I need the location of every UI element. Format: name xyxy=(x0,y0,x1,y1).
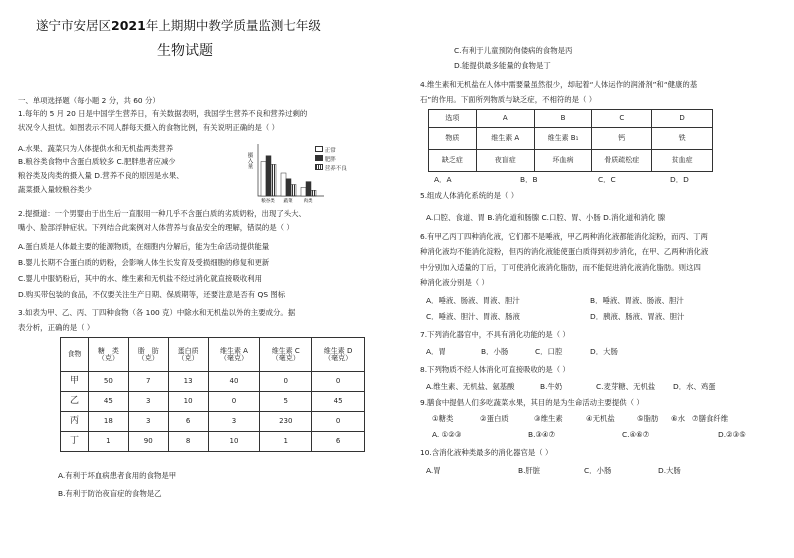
legend-obese xyxy=(315,155,336,164)
q3-option-a: A.有利于坏血病患者食用的食物是甲 xyxy=(58,471,177,480)
legend-label: 营养不良 xyxy=(324,166,347,172)
table-header-cell: 维生素 D （毫克） xyxy=(312,338,365,372)
bar-2-0 xyxy=(301,187,306,196)
table-cell: 18 xyxy=(88,412,128,432)
q6-stem-4: 种消化液分别是（ ） xyxy=(420,278,489,287)
table-cell: 50 xyxy=(88,372,128,392)
q8-option-c: C.麦芽糖、无机盐 xyxy=(596,382,656,391)
title-prefix: 遂宁市安居区 xyxy=(36,18,112,33)
table-header-row xyxy=(429,110,713,128)
q4-option-b: B．B xyxy=(520,175,538,184)
legend-label: 肥胖 xyxy=(324,157,336,163)
bar-0-2 xyxy=(271,164,276,196)
bar-1-0 xyxy=(281,173,286,196)
q7-stem: 7.下列消化器官中，不具有消化功能的是（ ） xyxy=(420,330,570,339)
q2-option-d: D.购买带包装的食品，不仅要关注生产日期、保质期等，还要注意是否有 QS 图标 xyxy=(18,290,286,299)
table-cell: 10 xyxy=(168,392,208,412)
q10-option-a: A.胃 xyxy=(426,466,441,475)
q9-item: ①糖类 xyxy=(432,414,454,423)
q4-option-d: D．D xyxy=(670,175,689,184)
table-cell: 3 xyxy=(128,392,168,412)
q10-option-d: D.大肠 xyxy=(658,466,681,475)
q6-option-a: A．唾液、肠液、胃液、胆汁 xyxy=(426,296,520,305)
q9-item: ④无机盐 xyxy=(586,414,615,423)
q5-stem: 5.组成人体消化系统的是（ ） xyxy=(420,191,519,200)
q2-stem-2: 嘴小、脸部浮肿症状。下列结合此案例对人体营养与食品安全的理解，错误的是（ ） xyxy=(18,223,294,232)
q6-option-d: D．胰液、肠液、胃液、胆汁 xyxy=(590,312,685,321)
exam-title-line1 xyxy=(36,20,321,33)
bar-2-1 xyxy=(306,182,311,196)
q6-stem-1: 6.有甲乙丙丁四种消化液，它们都不是唾液，甲乙两种消化液都能消化淀粉，而丙、丁两 xyxy=(420,232,708,241)
table-row xyxy=(61,372,365,392)
legend-swatch-icon xyxy=(315,164,323,170)
table-cell: 90 xyxy=(128,432,168,452)
q10-option-c: C．小肠 xyxy=(584,466,612,475)
table-cell: 钙 xyxy=(592,128,652,150)
q7-option-a: A．胃 xyxy=(426,347,446,356)
table-cell: 0 xyxy=(208,392,260,412)
table-cell: 45 xyxy=(88,392,128,412)
q4-vitamin-table xyxy=(428,109,713,172)
q9-item: ②蛋白质 xyxy=(480,414,509,423)
table-cell: 物质 xyxy=(429,128,477,150)
table-cell: 230 xyxy=(260,412,312,432)
table-cell: 甲 xyxy=(61,372,89,392)
table-cell: 1 xyxy=(88,432,128,452)
bar-0-0 xyxy=(261,162,266,197)
q8-option-d: D．水、鸡蛋 xyxy=(673,382,716,391)
table-cell: 维生素 B₁ xyxy=(534,128,592,150)
q9-item: ③维生素 xyxy=(534,414,563,423)
q9-item: ⑥水 xyxy=(671,414,686,423)
table-row xyxy=(61,412,365,432)
table-row xyxy=(61,392,365,412)
table-row xyxy=(429,128,713,150)
legend-swatch-icon xyxy=(315,146,323,152)
q4-option-a: A．A xyxy=(434,175,452,184)
table-cell: 5 xyxy=(260,392,312,412)
table-row xyxy=(61,432,365,452)
q3-option-b: B.有利于防治夜盲症的食物是乙 xyxy=(58,489,162,498)
q2-option-b: B.婴儿长期不合蛋白质的奶粉，会影响人体生长发育及受损细胞的修复和更新 xyxy=(18,258,270,267)
q4-stem-2: 石”的作用。下面所列物质与缺乏症，不相符的是（ ） xyxy=(420,95,597,104)
q7-option-c: C．口腔 xyxy=(535,347,563,356)
bar-1-1 xyxy=(286,179,291,196)
q2-stem-1: 2.提摄道：一个男婴由于出生后一直服用一种几乎不含蛋白质的劣质奶粉，出现了头大、 xyxy=(18,209,306,218)
q6-stem-2: 种消化液均不能消化淀粉，但丙的消化液能使蛋白质得到初步消化，在甲、乙两种消化液 xyxy=(420,247,709,256)
title-suffix: 年上期期中教学质量监测七年级 xyxy=(145,18,321,33)
table-cell: 缺乏症 xyxy=(429,150,477,172)
table-cell: 0 xyxy=(312,372,365,392)
table-cell: 骨质疏松症 xyxy=(592,150,652,172)
q1-stem-2: 状况令人担忧。如图表示不同人群每天摄入的食物比例，有关说明正确的是（ ） xyxy=(18,123,280,132)
x-tick-label: 肉类 xyxy=(303,199,313,204)
q9-option-d: D.②③⑤ xyxy=(718,430,746,439)
x-tick-label: 蔬菜 xyxy=(283,199,293,204)
legend-swatch-icon xyxy=(315,155,323,161)
table-cell: 3 xyxy=(128,412,168,432)
legend-label: 正常 xyxy=(324,148,336,154)
table-header-cell: B xyxy=(534,110,592,128)
q6-stem-3: 中分别加入适量的丁后，丁可使消化液消化脂肪，而不能促进消化液消化脂肪。则这四 xyxy=(420,263,701,272)
q10-option-b: B.肝脏 xyxy=(518,466,541,475)
table-header-cell: 维生素 A （毫克） xyxy=(208,338,260,372)
q5-options: A.口腔、食道、胃 B.消化道和肠腺 C.口腔、胃、小肠 D.消化道和消化 腺 xyxy=(426,213,666,222)
table-cell: 铁 xyxy=(652,128,713,150)
table-header-cell: D xyxy=(652,110,713,128)
exam-title-line2: 生物试题 xyxy=(157,43,213,59)
q6-option-c: C．唾液、胆汁、胃液、肠液 xyxy=(426,312,520,321)
legend-malnourished xyxy=(315,164,347,173)
table-header-cell: C xyxy=(592,110,652,128)
legend-normal xyxy=(315,146,336,155)
table-cell: 8 xyxy=(168,432,208,452)
q1-option-b: B.粮谷类食物中含蛋白质较多 C.肥胖患者应减少 xyxy=(18,157,176,166)
q8-stem: 8.下列物质不经人体消化可直接吸收的是（ ） xyxy=(420,365,570,374)
q9-item: ⑤脂肪 xyxy=(637,414,659,423)
q9-option-a: A. ①②③ xyxy=(432,430,462,439)
q9-item: ⑦膳食纤维 xyxy=(692,414,729,423)
table-header-cell: 维生素 C （毫克） xyxy=(260,338,312,372)
table-cell: 10 xyxy=(208,432,260,452)
table-cell: 45 xyxy=(312,392,365,412)
q3-stem-2: 表分析，正确的是（ ） xyxy=(18,323,95,332)
table-cell: 丁 xyxy=(61,432,89,452)
table-cell: 坏血病 xyxy=(534,150,592,172)
table-cell: 6 xyxy=(168,412,208,432)
q3-stem-1: 3.如表为甲、乙、丙、丁四种食物（各 100 克）中除水和无机盐以外的主要成分。据 xyxy=(18,308,296,317)
section-heading: 一、单项选择题（每小题 2 分，共 60 分） xyxy=(18,96,160,105)
q9-option-b: B.③④⑦ xyxy=(528,430,556,439)
table-cell: 7 xyxy=(128,372,168,392)
table-cell: 3 xyxy=(208,412,260,432)
table-cell: 夜盲症 xyxy=(476,150,534,172)
table-header-row xyxy=(61,338,365,372)
table-row xyxy=(429,150,713,172)
bar-1-2 xyxy=(291,185,296,197)
q3-option-d: D.能提供最多能量的食物是丁 xyxy=(454,61,551,70)
q8-option-b: B.牛奶 xyxy=(540,382,563,391)
table-cell: 0 xyxy=(312,412,365,432)
title-year: 2021 xyxy=(111,18,146,33)
table-cell: 维生素 A xyxy=(476,128,534,150)
q7-option-b: B．小肠 xyxy=(481,347,509,356)
q8-option-a: A.维生素、无机盐、氨基酸 xyxy=(426,382,515,391)
table-header-cell: 脂 肪 （克） xyxy=(128,338,168,372)
bar-2-2 xyxy=(311,190,316,196)
table-cell: 丙 xyxy=(61,412,89,432)
q1-option-a: A.水果、蔬菜只为人体提供水和无机盐两类营养 xyxy=(18,144,174,153)
table-cell: 6 xyxy=(312,432,365,452)
q2-option-a: A.蛋白质是人体最主要的能源物质，在细胞内分解后，能为生命活动提供能量 xyxy=(18,242,270,251)
q6-option-b: B．唾液、胃液、肠液、胆汁 xyxy=(590,296,684,305)
q7-option-d: D．大肠 xyxy=(590,347,618,356)
table-header-cell: 食物 xyxy=(61,338,89,372)
q1-option-d: 蔬菜摄入量较粮谷类少 xyxy=(18,185,92,194)
q4-stem-1: 4.维生素和无机盐在人体中需要量虽然很少，却起着“人体运作的润滑剂”和“健康的基 xyxy=(420,80,698,89)
table-header-cell: A xyxy=(476,110,534,128)
table-cell: 贫血症 xyxy=(652,150,713,172)
table-cell: 1 xyxy=(260,432,312,452)
table-header-cell: 蛋白质 （克） xyxy=(168,338,208,372)
table-header-cell: 糖 类 （克） xyxy=(88,338,128,372)
table-cell: 13 xyxy=(168,372,208,392)
q1-option-c: 粮谷类及肉类的摄入量 D.营养不良的原因是水果、 xyxy=(18,171,184,180)
table-cell: 乙 xyxy=(61,392,89,412)
table-header-cell: 选项 xyxy=(429,110,477,128)
q3-nutrient-table xyxy=(60,337,365,452)
q1-stem-1: 1.每年的 5 月 20 日是中国学生营养日，有关数据表明，我国学生营养不良和营养过剩的 xyxy=(18,109,308,118)
q4-option-c: C．C xyxy=(598,175,616,184)
table-cell: 0 xyxy=(260,372,312,392)
bar-0-1 xyxy=(266,156,271,196)
q3-option-c: C.有利于儿童预防佝偻病的食物是丙 xyxy=(454,46,573,55)
q9-stem: 9.膳食中提倡人们多吃蔬菜水果，其目的是为生命活动主要提供（ ） xyxy=(420,398,644,407)
q10-stem: 10.含消化液种类最多的消化器官是（ ） xyxy=(420,448,553,457)
table-cell: 40 xyxy=(208,372,260,392)
q9-option-c: C.④⑥⑦ xyxy=(622,430,650,439)
x-tick-label: 粮谷类 xyxy=(261,199,275,204)
chart-ylabel: 摄入量 xyxy=(246,152,253,169)
q2-option-c: C.婴儿中服奶粉后，其中的水、维生素和无机盐不经过消化就直接吸收利用 xyxy=(18,274,263,283)
